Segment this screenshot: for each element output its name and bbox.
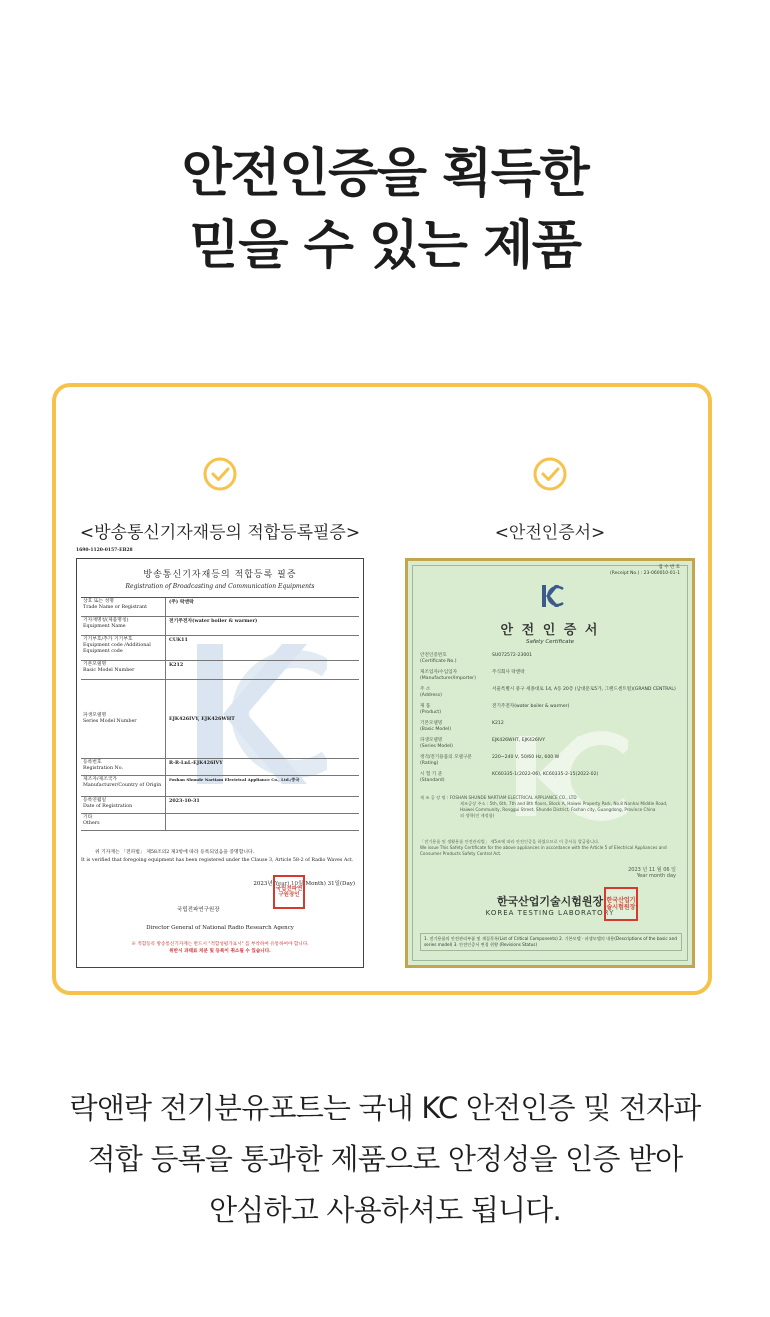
caption-line-1: 락앤락 전기분유포트는 국내 KC 안전인증 및 전자파 <box>69 1091 701 1125</box>
table-row: 안전인증번호 (Certificate No.) SU072572-23001 <box>420 653 533 664</box>
caption <box>0 1083 770 1236</box>
check-circle-icon <box>532 456 568 492</box>
check-circle-icon <box>202 456 238 492</box>
testing-laboratory: 한국산업기술시험원장 KOREA TESTING LABORATORY <box>485 895 615 917</box>
registration-statement: 위 기자재는 「전파법」 제58조의2 제3항에 따라 등록되었음을 증명합니다. It is verified that foregoing equipment has been registered under the Clause 3, Article 58-2 of Radio Waves Act. <box>81 850 354 863</box>
headline <box>0 138 770 282</box>
safety-cert-label: <안전인증서> <box>494 523 606 543</box>
registration-director: Director General of National Radio Research Agency <box>146 925 294 931</box>
table-row: 기기부호/추가 기기부호 Equipment code /Additional Equipment code CUK11 <box>81 636 359 661</box>
registration-date: 2023년(Year) 10월(Month) 31일(Day) <box>253 881 355 887</box>
registration-cert-label: <방송통신기자재등의 적합등록필증> <box>79 523 361 543</box>
table-row: 시 험 기 준 (Standard) KC60335-1(2022-06), KC60335-2-15(2022-02) <box>420 772 599 783</box>
factory-info: 제 조 공 장 명 : FOSHAN SHUNDE NARTIAM ELECTRICAL APPLIANCE CO., LTD 제조공장 주소 : 5th, 6th, 7th and 8th floors, Block A, Haiwei Property Park, No.8 Nanhai Middle Road, Haiwei Community, Ronggui Street, Shunde District, Foshan city, Guangdong, Province China 외 생략(전 제정함) <box>420 795 668 818</box>
caption-line-3: 안심하고 사용하셔도 됩니다. <box>209 1193 561 1227</box>
registration-warning: ※ 적합등록 방송통신기자재는 반드시 "적합성평가표시" 를 부착하여 유통하여야 합니다. 위반시 과태료 처분 및 등록이 취소될 수 있습니다. <box>131 942 309 954</box>
receipt-number: 접 수 번 호 (Receipt No.) : 23-060010-01-1 <box>610 565 680 576</box>
headline-line-2: 믿을 수 있는 제품 <box>189 216 581 276</box>
official-seal: 한국산업기술시험원장 <box>604 887 638 921</box>
registration-doc-number: 1690-1120-0157-EB28 <box>76 548 133 553</box>
legal-statement: 「전기용품 및 생활용품 안전관리법」 제5조에 따라 안전인증을 하였으므로 이 증서를 발급합니다. We issue This Safety Certificate for the above appliances in accordance with the Article 5 of Electrical Appliances and Consumer Products Safety Control Act. <box>420 839 667 856</box>
table-row: 기본모델명 Basic Model Number K212 <box>81 661 359 680</box>
table-row: 기타 Others <box>81 814 359 831</box>
headline-line-1: 안전인증을 획득한 <box>181 144 589 204</box>
safety-cert-table <box>420 653 682 789</box>
table-row: 기본모델명 (Basic Model) K212 <box>420 721 504 732</box>
table-row: 등록연월일 Date of Registration 2023-10-31 <box>81 797 359 814</box>
table-row: 제조업자/수입업자 (Manufacturer/Importer) 주식회사 락앤락 <box>420 670 525 681</box>
table-row: 파생모델명 (Series Model) EJK426WHT, EJK426IVY <box>420 738 546 749</box>
table-row: 상호 또는 성명 Trade Name or Registrant (주) 락앤락 <box>81 598 359 617</box>
registration-table <box>81 597 359 831</box>
official-seal: 국립전파연구원장인 <box>273 875 305 909</box>
kc-logo-icon <box>540 583 564 609</box>
table-row: 정격/전기용품의 모델구분 (Rating) 220~240 V, 50/60 Hz, 600 W <box>420 755 560 766</box>
table-row: 기자재명칭(제품명칭) Equipment Name 전기주전자(water boiler & warmer) <box>81 617 359 636</box>
registration-org: 국립전파연구원장 <box>177 907 220 913</box>
safety-cert-title: 안 전 인 증 서 <box>500 623 600 638</box>
table-row: 제 품 (Product) 전기주전자(water boiler & warmer) <box>420 704 570 715</box>
caption-line-2: 적합 등록을 통과한 제품으로 안정성을 인증 받아 <box>87 1142 683 1176</box>
table-row: 주 소 (Address) 서울특별시 중구 세종대로 14, A동 20층 (남대문로5가, 그랜드센트럴)(GRAND CENTRAL) <box>420 687 676 698</box>
registration-certificate <box>76 558 364 968</box>
attachment-list: 1. 전기용품의 안전관리부품 및 재질목록(List of Critical Components) 2. 기본모델 · 파생모델의 내용(Descriptions of the basic and series model) 3. 안전인증서 변경 현황 (Revisions Status) <box>420 933 682 951</box>
registration-title: 방송통신기자재등의 적합등록 필증 <box>143 570 297 580</box>
safety-cert-subtitle: Safety Certificate <box>526 639 574 645</box>
table-row: 등록번호 Registration No. R-R-LnL-EJK426IVY <box>81 759 359 776</box>
safety-certificate <box>405 558 695 968</box>
table-row: 제조자/제조국가 Manufacturer/Country of Origin Foshan Shunde Nartiam Electrical Appliance Co., Ltd./중국 <box>81 776 359 797</box>
table-row: 파생모델명 Series Model Number EJK426IVY, EJK426WHT <box>81 680 359 759</box>
issue-date: 2023 년 11 월 06 일 Year month day <box>628 867 676 879</box>
registration-subtitle: Registration of Broadcasting and Communication Equipments <box>125 583 315 590</box>
